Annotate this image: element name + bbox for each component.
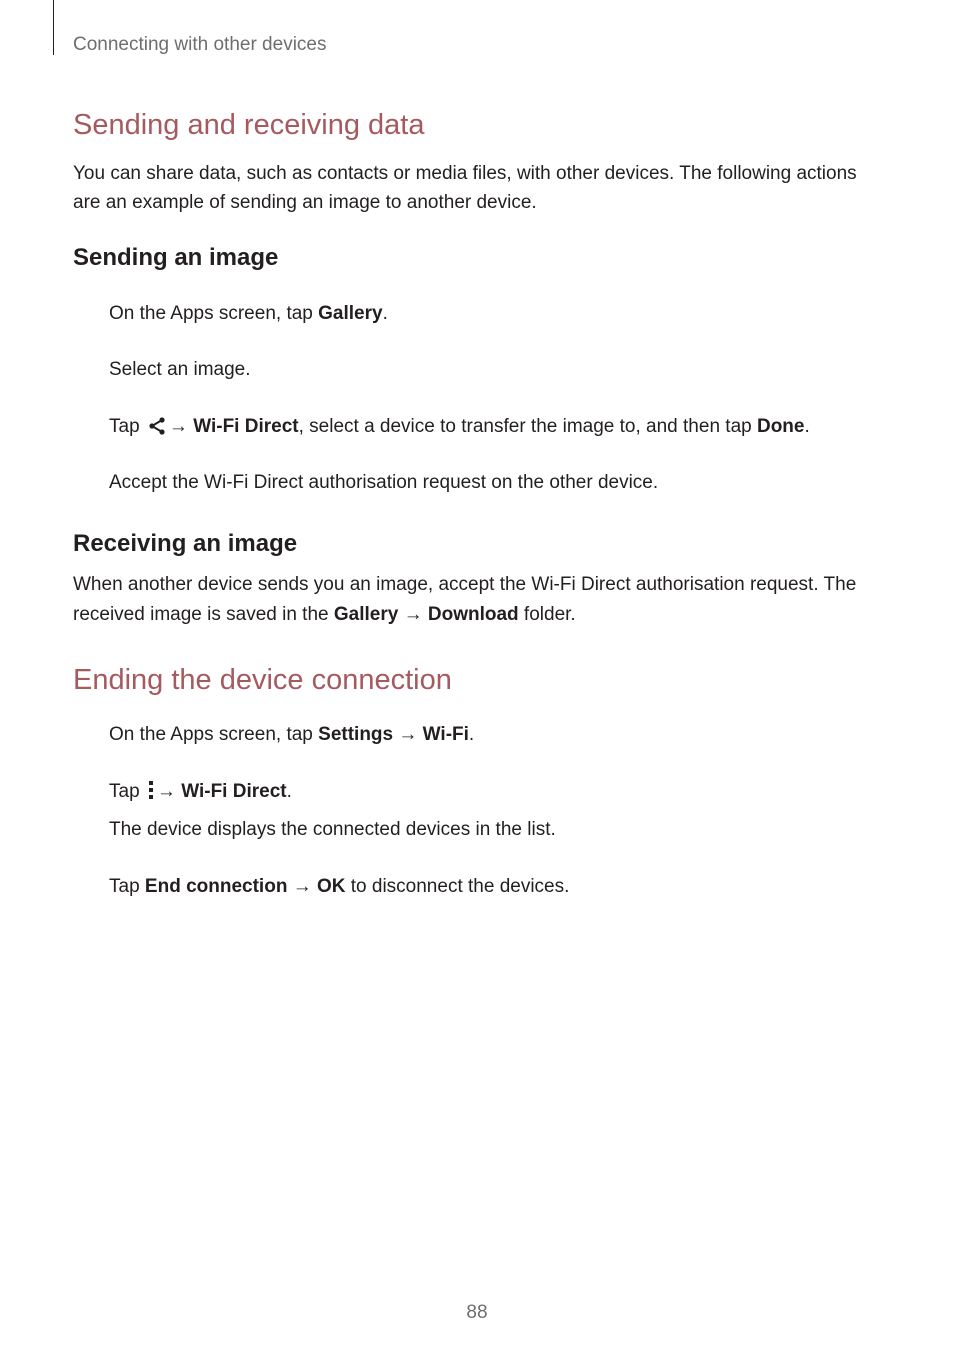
section-title-sending-receiving: Sending and receiving data (73, 109, 425, 141)
margin-line (53, 0, 54, 55)
wifi-label: Wi-Fi (422, 724, 469, 746)
ok-label: OK (316, 875, 346, 897)
more-options-icon (148, 780, 154, 800)
running-header: Connecting with other devices (73, 34, 327, 55)
download-label: Download (427, 603, 519, 625)
page-number: 88 (466, 1302, 488, 1323)
step-select-image: Select an image. (109, 359, 251, 381)
settings-label: Settings (318, 724, 394, 746)
step-note: The device displays the connected devices in the list. (109, 819, 556, 841)
done-label: Done (756, 415, 805, 437)
step-accept-request: Accept the Wi-Fi Direct authorisation request on the other device. (109, 472, 659, 494)
step-share-wifi-direct: Tap → Wi-Fi Direct, select a device to transfer the image to, and then tap Done. (109, 415, 810, 437)
section-intro: You can share data, such as contacts or media files, with other devices. The following actions are an example of sending an image to another device. (73, 162, 857, 214)
sending-steps (73, 299, 883, 498)
gallery-label: Gallery (318, 302, 383, 324)
wifi-direct-label: Wi-Fi Direct (181, 780, 287, 802)
subsection-title-sending-image: Sending an image (73, 243, 279, 271)
receiving-paragraph: When another device sends you an image, accept the Wi-Fi Direct authorisation request. The received image is saved in the Gallery → Download folder. (73, 574, 857, 625)
step-open-wifi-direct: Tap → Wi-Fi Direct. The device displays the connected devices in the list. (109, 777, 883, 845)
step-end-connection: Tap End connection → OK to disconnect the devices. (109, 875, 570, 897)
share-icon (148, 417, 166, 435)
section-title-ending-connection: Ending the device connection (73, 664, 452, 697)
step-open-wifi-settings: On the Apps screen, tap Settings → Wi-Fi. (109, 724, 475, 746)
ending-steps (73, 720, 883, 901)
wifi-direct-label: Wi-Fi Direct (193, 415, 299, 437)
gallery-label: Gallery (333, 603, 399, 625)
step-open-gallery: On the Apps screen, tap Gallery. (109, 302, 388, 324)
end-connection-label: End connection (144, 875, 288, 897)
page-content (73, 108, 883, 901)
subsection-title-receiving-image: Receiving an image (73, 529, 298, 557)
